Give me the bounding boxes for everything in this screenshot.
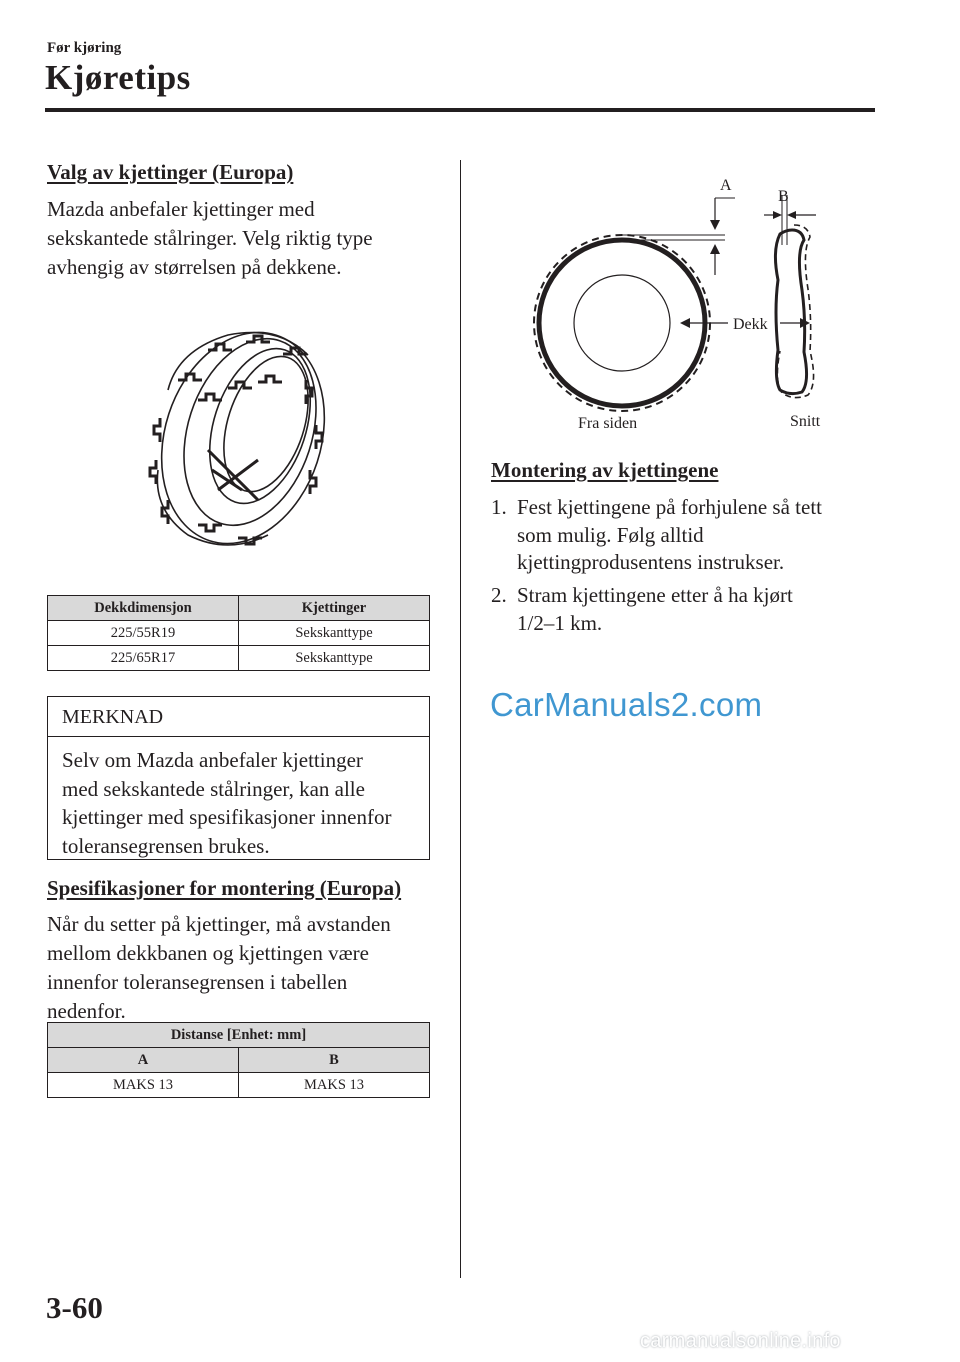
list-line: som mulig. Følg alltid — [517, 522, 704, 547]
table-cell: MAKS 13 — [48, 1073, 239, 1098]
note-body — [48, 737, 429, 860]
tire-chain-table — [47, 595, 430, 671]
note-title: MERKNAD — [48, 697, 429, 737]
note-box — [47, 696, 430, 860]
table-row — [48, 1073, 430, 1098]
list-item — [491, 494, 871, 577]
table-row — [48, 646, 430, 671]
list-line: kjettingprodusentens instrukser. — [517, 550, 785, 574]
paragraph-line: nedenfor. — [47, 999, 126, 1023]
table-row — [48, 621, 430, 646]
table-header-cell: Kjettinger — [239, 596, 430, 621]
header-rule — [45, 108, 875, 112]
label-side-view: Fra siden — [578, 415, 638, 432]
column-divider — [460, 160, 461, 1278]
list-number: 1. — [491, 495, 507, 519]
list-item — [491, 582, 871, 637]
table-cell: MAKS 13 — [239, 1073, 430, 1098]
spec-paragraph — [47, 910, 391, 1026]
tire-chain-illustration — [138, 320, 348, 550]
paragraph-line: sekskantede stålringer. Velg riktig type — [47, 226, 373, 250]
paragraph-line: innenfor toleransegrensen i tabellen — [47, 970, 348, 994]
spec-heading: Spesifikasjoner for montering (Europa) — [47, 876, 402, 900]
chain-clearance-diagram — [530, 170, 840, 440]
table-header-cell: B — [239, 1048, 430, 1073]
table-cell: Sekskanttype — [239, 621, 430, 646]
note-line: toleransegrensen brukes. — [62, 833, 270, 858]
note-line: kjettinger med spesifikasjoner innenfor — [62, 805, 392, 829]
paragraph-line: mellom dekkbanen og kjettingen være — [47, 941, 369, 965]
paragraph-line: Når du setter på kjettinger, må avstanden — [47, 912, 391, 936]
page-number: 3-60 — [46, 1290, 103, 1325]
list-number: 2. — [491, 583, 507, 607]
chapter-title: Kjøretips — [45, 58, 191, 97]
table-title-cell: Distanse [Enhet: mm] — [48, 1023, 430, 1048]
table-header-cell: Dekkdimensjon — [48, 596, 239, 621]
section-label: Før kjøring — [47, 40, 122, 56]
list-line: Stram kjettingene etter å ha kjørt — [517, 583, 793, 607]
chain-selection-paragraph — [47, 195, 373, 282]
distance-table — [47, 1022, 430, 1098]
mounting-heading: Montering av kjettingene — [491, 458, 719, 482]
label-cross-section: Snitt — [790, 413, 821, 430]
note-line: Selv om Mazda anbefaler kjettinger — [62, 748, 363, 772]
table-header-row — [48, 1048, 430, 1073]
footer-site-link[interactable]: carmanualsonline.info — [640, 1330, 841, 1352]
list-line: Fest kjettingene på forhjulene så tett — [517, 495, 822, 519]
label-a: A — [720, 177, 732, 194]
list-line: 1/2–1 km. — [517, 610, 603, 635]
label-b: B — [778, 188, 789, 205]
label-tire: Dekk — [733, 316, 768, 333]
paragraph-line: avhengig av størrelsen på dekkene. — [47, 255, 342, 279]
table-cell: Sekskanttype — [239, 646, 430, 671]
paragraph-line: Mazda anbefaler kjettinger med — [47, 197, 315, 221]
table-title-row — [48, 1023, 430, 1048]
table-header-cell: A — [48, 1048, 239, 1073]
note-line: med sekskantede stålringer, kan alle — [62, 776, 365, 801]
table-cell: 225/65R17 — [48, 646, 239, 671]
watermark-logo[interactable]: CarManuals2.com — [490, 686, 763, 723]
table-cell: 225/55R19 — [48, 621, 239, 646]
chain-selection-heading: Valg av kjettinger (Europa) — [47, 160, 294, 184]
table-header-row — [48, 596, 430, 621]
